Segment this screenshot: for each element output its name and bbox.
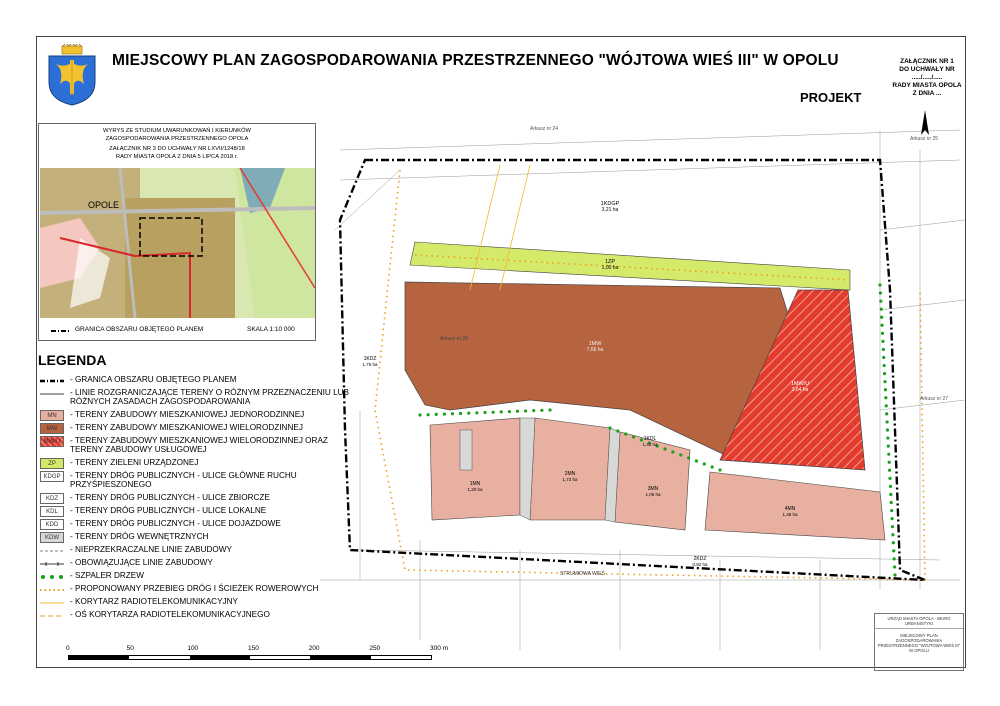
tree-dot bbox=[891, 533, 894, 536]
zone-label-kdz: 1KDZ bbox=[363, 356, 377, 362]
tree-dot bbox=[882, 348, 885, 351]
inset-header-line: RADY MIASTA OPOLA Z DNIA 5 LIPCA 2018 r. bbox=[115, 153, 239, 160]
tree-dot bbox=[475, 411, 478, 414]
scalebar-tick-label: 100 bbox=[187, 645, 199, 652]
zone-label-2kdz: 2KDZ bbox=[693, 556, 707, 562]
tree-dot bbox=[885, 404, 888, 407]
inset-boundary-label: GRANICA OBSZARU OBJĘTEGO PLANEM bbox=[75, 326, 204, 333]
legend-label: - KORYTARZ RADIOTELEKOMUNIKACYJNY bbox=[70, 597, 239, 606]
study-inset bbox=[38, 123, 316, 341]
tree-dot bbox=[443, 412, 446, 415]
scalebar-tick-label: 250 bbox=[369, 645, 381, 652]
legend-label: - TERENY DRÓG WEWNĘTRZNYCH bbox=[70, 532, 209, 541]
legend-item bbox=[40, 584, 318, 595]
tree-dot bbox=[887, 453, 890, 456]
zone-label-mn4: 4MN bbox=[784, 506, 796, 512]
tree-dot bbox=[608, 426, 611, 429]
tree-dot bbox=[679, 453, 682, 456]
inset-city-label: OPOLE bbox=[88, 200, 120, 210]
inset-header-line: ZAGOSPODAROWANIA PRZESTRZENNEGO OPOLA bbox=[105, 135, 249, 142]
legend-symbol: KDGP bbox=[40, 471, 64, 482]
inset-boundary-symbol bbox=[51, 329, 71, 333]
legend-symbol bbox=[40, 610, 64, 621]
zone-area-mwu: 3,64 ha bbox=[791, 387, 809, 393]
tree-dot bbox=[516, 410, 519, 413]
tree-dot bbox=[890, 501, 893, 504]
legend-symbol bbox=[40, 597, 64, 608]
legend-symbol bbox=[40, 558, 64, 569]
sheet-label: Arkusz nr 27 bbox=[920, 396, 949, 402]
legend-item bbox=[40, 471, 350, 489]
scalebar-segment bbox=[129, 656, 189, 659]
tree-dot bbox=[880, 324, 883, 327]
legend-item bbox=[40, 610, 270, 621]
tree-dot bbox=[893, 565, 896, 568]
legend-item bbox=[40, 458, 198, 469]
tree-dot bbox=[883, 364, 886, 367]
inset-header-line: ZAŁĄCZNIK NR 3 DO UCHWAŁY NR LXVII/1248/18 bbox=[109, 146, 245, 152]
zone-label-kdl: 1KDL bbox=[643, 436, 657, 442]
title-block-org: URZĄD MIASTA OPOLA - BIURO URBANISTYKI bbox=[875, 614, 963, 629]
tree-dot bbox=[418, 413, 421, 416]
legend-label: - PROPONOWANY PRZEBIEG DRÓG I ŚCIEŻEK ROWEROWYCH bbox=[70, 584, 319, 593]
tree-dot bbox=[703, 462, 706, 465]
tree-dot bbox=[888, 477, 891, 480]
legend-symbol: KDW bbox=[40, 532, 64, 543]
legend-item bbox=[40, 532, 208, 543]
annex-line: Z DNIA ... bbox=[912, 90, 942, 97]
legend-symbol bbox=[40, 545, 64, 556]
legend-symbol: ZP bbox=[40, 458, 64, 469]
title-block-desc: MIEJSCOWY PLAN ZAGOSPODAROWANIA PRZESTRZENNEGO "WÓJTOWA WIEŚ III" W OPOLU bbox=[877, 633, 961, 653]
annex-note bbox=[884, 58, 970, 98]
tree-dot bbox=[508, 410, 511, 413]
tree-dot bbox=[891, 525, 894, 528]
tree-dot bbox=[888, 469, 891, 472]
zone-area-mn2: 1,72 ha bbox=[562, 477, 578, 482]
tree-dot bbox=[624, 432, 627, 435]
zone-area-mn4: 1,48 ha bbox=[782, 512, 798, 517]
tree-dot bbox=[885, 420, 888, 423]
tree-dot bbox=[467, 412, 470, 415]
zone-label-mwu: 1MW/U bbox=[790, 381, 810, 387]
annex-line: RADY MIASTA OPOLA bbox=[892, 82, 962, 89]
status-label: PROJEKT bbox=[800, 90, 862, 105]
tree-dot bbox=[879, 300, 882, 303]
legend-item bbox=[40, 493, 270, 504]
zone-area-zp: 1,00 ha bbox=[601, 265, 619, 271]
legend-symbol bbox=[40, 584, 64, 595]
legend-label: - TERENY ZIELENI URZĄDZONEJ bbox=[70, 458, 199, 467]
legend-item bbox=[40, 519, 281, 530]
tree-dot bbox=[880, 316, 883, 319]
zone-label-mn2: 2MN bbox=[564, 471, 576, 477]
scalebar-segment bbox=[69, 656, 129, 659]
legend-symbol: KDD bbox=[40, 519, 64, 530]
tree-dot bbox=[893, 557, 896, 560]
inset-scale: SKALA 1:10 000 bbox=[247, 326, 295, 333]
legend-item bbox=[40, 410, 304, 421]
opole-crest-logo bbox=[46, 44, 98, 106]
tree-dot bbox=[889, 485, 892, 488]
tree-dot bbox=[879, 291, 882, 294]
legend-symbol bbox=[40, 375, 64, 386]
legend-item bbox=[40, 436, 350, 454]
tree-dot bbox=[883, 380, 886, 383]
legend-item bbox=[40, 423, 303, 434]
scalebar-tick-label: 0 bbox=[66, 645, 70, 652]
scalebar-segment bbox=[190, 656, 250, 659]
zone-label-kdgp: 1KDGP bbox=[600, 201, 620, 207]
tree-dot bbox=[483, 411, 486, 414]
tree-dot bbox=[687, 456, 690, 459]
tree-dot bbox=[884, 388, 887, 391]
tree-dot bbox=[888, 461, 891, 464]
legend-symbol: KDZ bbox=[40, 493, 64, 504]
tree-dot bbox=[892, 549, 895, 552]
tree-dot bbox=[893, 573, 896, 576]
tree-dot bbox=[718, 468, 721, 471]
legend-label: - TERENY ZABUDOWY MIESZKANIOWEJ WIELORODZINNEJ ORAZ TERENY ZABUDOWY USŁUGOWEJ bbox=[70, 436, 328, 454]
tree-dot bbox=[671, 450, 674, 453]
tree-dot bbox=[883, 372, 886, 375]
tree-dot bbox=[882, 356, 885, 359]
legend-label: - NIEPRZEKRACZALNE LINIE ZABUDOWY bbox=[70, 545, 232, 554]
tree-dot bbox=[881, 332, 884, 335]
zone-area-mw: 7,66 ha bbox=[586, 347, 604, 353]
title-block bbox=[874, 613, 964, 671]
scalebar-tick-label: 300 m bbox=[430, 645, 449, 652]
zone-area-kdz: 1,76 ha bbox=[362, 362, 378, 367]
tree-dot bbox=[548, 408, 551, 411]
scalebar-tick-label: 200 bbox=[308, 645, 320, 652]
tree-dot bbox=[500, 410, 503, 413]
tree-dot bbox=[492, 411, 495, 414]
legend-item bbox=[40, 375, 237, 386]
zone-mn-2 bbox=[530, 418, 610, 520]
zone-label-zp: 1ZP bbox=[604, 259, 616, 265]
tree-dot bbox=[890, 517, 893, 520]
tree-dot bbox=[711, 465, 714, 468]
tree-dot bbox=[616, 429, 619, 432]
tree-dot bbox=[885, 412, 888, 415]
tree-dot bbox=[632, 435, 635, 438]
legend-item bbox=[40, 597, 238, 608]
zone-area-2kdz: 0,92 ha bbox=[692, 562, 708, 567]
scalebar-tick-label: 50 bbox=[126, 645, 134, 652]
tree-dot bbox=[532, 409, 535, 412]
street-label: STRUMIOWA WIEŚ bbox=[560, 571, 605, 577]
legend-item bbox=[40, 388, 350, 406]
scalebar-segment bbox=[250, 656, 310, 659]
legend-label: - SZPALER DRZEW bbox=[70, 571, 144, 580]
zone-area-mn3: 1,05 ha bbox=[645, 492, 661, 497]
tree-dot bbox=[886, 436, 889, 439]
legend-symbol: MN bbox=[40, 410, 64, 421]
annex-line: DO UCHWAŁY NR ...../...../..... bbox=[899, 66, 955, 81]
legend-label: - OBOWIĄZUJĄCE LINIE ZABUDOWY bbox=[70, 558, 213, 567]
legend-label: - TERENY DRÓG PUBLICZNYCH - ULICE DOJAZDOWE bbox=[70, 519, 281, 528]
legend-item bbox=[40, 545, 232, 556]
zone-area-mn1: 1,20 ha bbox=[467, 487, 483, 492]
tree-dot bbox=[435, 413, 438, 416]
inset-map bbox=[40, 168, 315, 318]
sheet-label: Arkusz nr 25 bbox=[910, 136, 939, 142]
tree-dot bbox=[427, 413, 430, 416]
tree-dot bbox=[887, 445, 890, 448]
tree-dot bbox=[886, 428, 889, 431]
legend-symbol bbox=[40, 571, 64, 582]
plan-map bbox=[320, 110, 965, 665]
legend-label: - TERENY DRÓG PUBLICZNYCH - ULICE ZBIORCZE bbox=[70, 493, 270, 502]
legend-label: - TERENY ZABUDOWY MIESZKANIOWEJ JEDNORODZINNEJ bbox=[70, 410, 305, 419]
legend-label: - OŚ KORYTARZA RADIOTELEKOMUNIKACYJNEGO bbox=[70, 610, 270, 619]
tree-dot bbox=[663, 447, 666, 450]
legend-item bbox=[40, 571, 144, 582]
tree-dot bbox=[540, 409, 543, 412]
annex-line: ZAŁĄCZNIK NR 1 bbox=[900, 58, 954, 65]
scalebar-tick-label: 150 bbox=[248, 645, 259, 652]
tree-dot bbox=[892, 541, 895, 544]
tree-dot bbox=[889, 493, 892, 496]
sheet-label: Arkusz nr 24 bbox=[530, 126, 559, 132]
legend-label: - TERENY DRÓG PUBLICZNYCH - ULICE GŁÓWNE RUCHU PRZYŚPIESZONEGO bbox=[70, 471, 297, 489]
legend-label: - TERENY DRÓG PUBLICZNYCH - ULICE LOKALNE bbox=[70, 506, 267, 515]
plan-title: MIEJSCOWY PLAN ZAGOSPODAROWANIA PRZESTRZENNEGO "WÓJTOWA WIEŚ III" W OPOLU bbox=[112, 52, 839, 69]
tree-dot bbox=[884, 396, 887, 399]
zone-label-mw: 1MW bbox=[588, 341, 602, 347]
tree-dot bbox=[881, 340, 884, 343]
inset-header-line: WYRYS ZE STUDIUM UWARUNKOWAŃ I KIERUNKÓW bbox=[103, 128, 251, 134]
legend-symbol: KDL bbox=[40, 506, 64, 517]
zone-area-kdl: 1,42 ha bbox=[642, 442, 658, 447]
legend-label: - GRANICA OBSZARU OBJĘTEGO PLANEM bbox=[70, 375, 237, 384]
legend-title: LEGENDA bbox=[38, 352, 107, 368]
legend-label: - LINIE ROZGRANICZAJĄCE TERENY O RÓŻNYM PRZEZNACZENIU LUB RÓŻNYCH ZASADACH ZAGOSPODAROWANIA bbox=[70, 388, 350, 406]
tree-dot bbox=[695, 459, 698, 462]
zone-mn-1 bbox=[430, 418, 520, 520]
tree-dot bbox=[890, 509, 893, 512]
legend-symbol: MW bbox=[40, 423, 64, 434]
sheet-label: Arkusz nr 26 bbox=[440, 336, 469, 342]
zone-area-kdgp: 3,21 ha bbox=[601, 207, 619, 213]
legend-label: - TERENY ZABUDOWY MIESZKANIOWEJ WIELORODZINNEJ bbox=[70, 423, 303, 432]
zone-label-mn1: 1MN bbox=[469, 481, 481, 487]
tree-dot bbox=[459, 412, 462, 415]
zone-kdw bbox=[460, 430, 472, 470]
tree-dot bbox=[524, 409, 527, 412]
legend-symbol: MW/U bbox=[40, 436, 64, 447]
inset-header bbox=[39, 128, 315, 161]
tree-dot bbox=[878, 283, 881, 286]
legend-item bbox=[40, 506, 266, 517]
tree-dot bbox=[880, 308, 883, 311]
legend-item bbox=[40, 558, 213, 569]
zone-label-mn3: 3MN bbox=[647, 486, 659, 492]
tree-dot bbox=[451, 412, 454, 415]
legend-symbol bbox=[40, 388, 64, 399]
